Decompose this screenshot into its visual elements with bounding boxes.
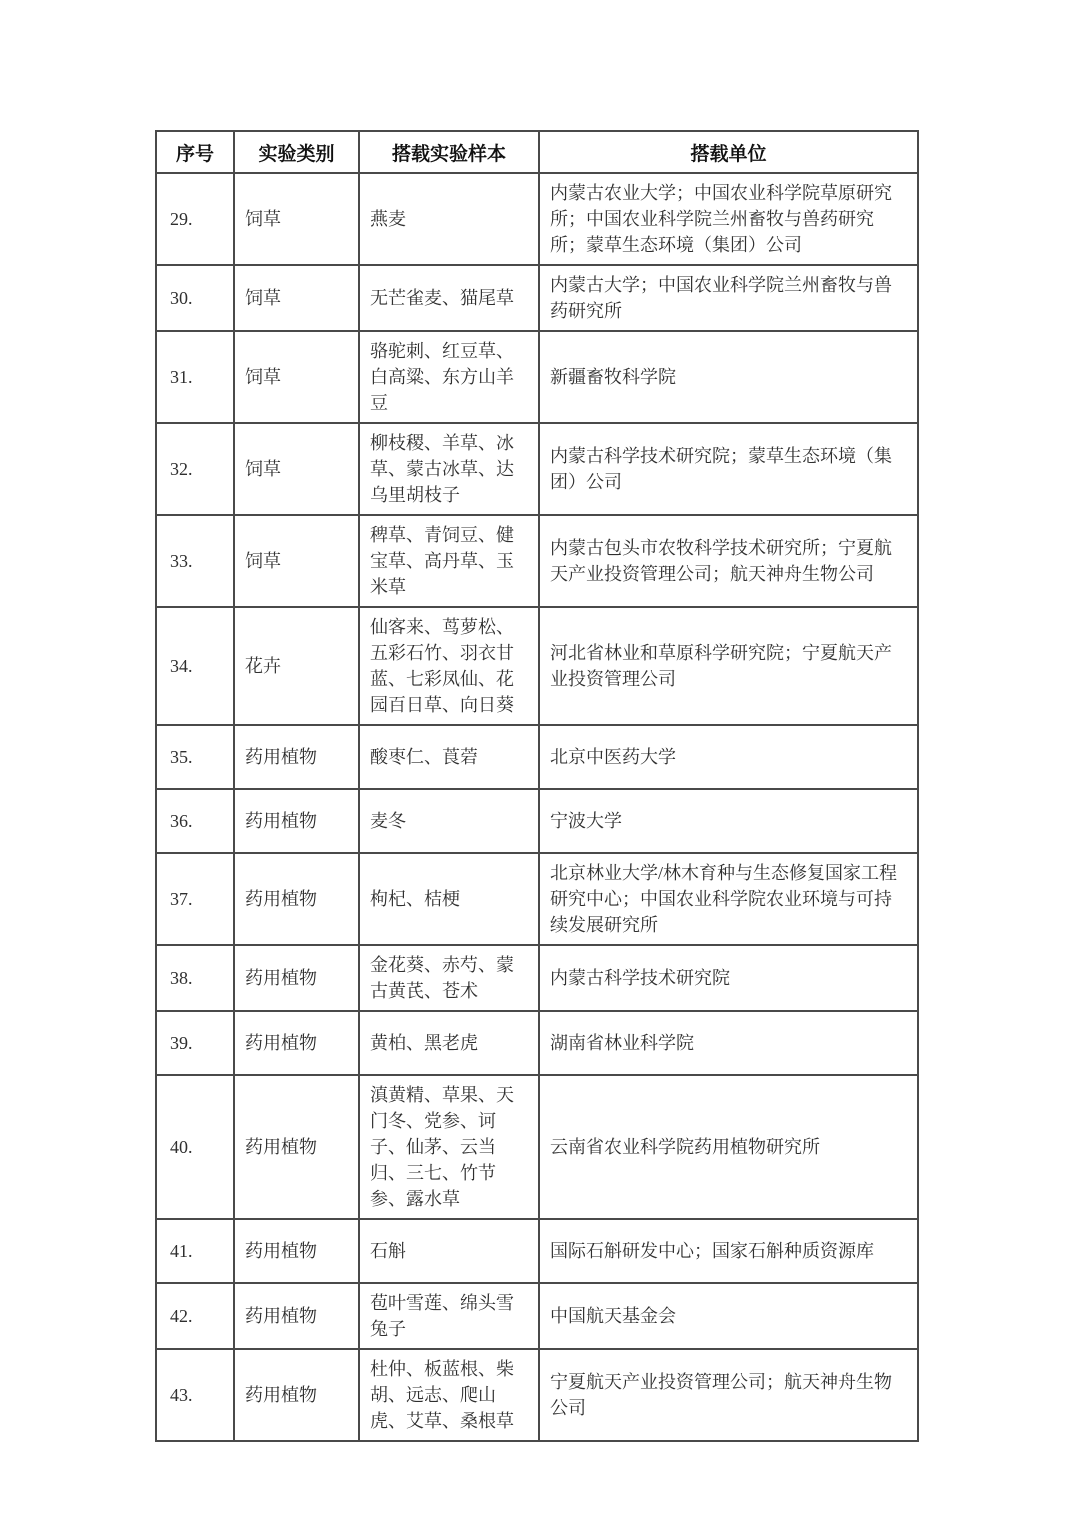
table-row	[156, 1075, 918, 1219]
cell-units: 宁夏航天产业投资管理公司；航天神舟生物公司	[539, 1349, 918, 1441]
cell-no: 36.	[156, 789, 234, 853]
cell-units: 内蒙古科学技术研究院	[539, 945, 918, 1011]
cell-category: 饲草	[234, 173, 359, 265]
table-row	[156, 173, 918, 265]
cell-units: 北京中医药大学	[539, 725, 918, 789]
cell-units: 河北省林业和草原科学研究院；宁夏航天产业投资管理公司	[539, 607, 918, 725]
table-row	[156, 515, 918, 607]
table-row	[156, 725, 918, 789]
header-row	[156, 131, 918, 173]
cell-category: 药用植物	[234, 789, 359, 853]
cell-category: 药用植物	[234, 945, 359, 1011]
cell-category: 饲草	[234, 423, 359, 515]
table-row	[156, 789, 918, 853]
cell-units: 新疆畜牧科学院	[539, 331, 918, 423]
cell-units: 湖南省林业科学院	[539, 1011, 918, 1075]
cell-no: 43.	[156, 1349, 234, 1441]
header-category: 实验类别	[234, 131, 359, 173]
cell-no: 35.	[156, 725, 234, 789]
cell-no: 34.	[156, 607, 234, 725]
cell-samples: 滇黄精、草果、天门冬、党参、诃子、仙茅、云当归、三七、竹节参、露水草	[359, 1075, 539, 1219]
cell-no: 37.	[156, 853, 234, 945]
cell-category: 药用植物	[234, 1283, 359, 1349]
cell-samples: 枸杞、桔梗	[359, 853, 539, 945]
cell-no: 33.	[156, 515, 234, 607]
cell-units: 中国航天基金会	[539, 1283, 918, 1349]
cell-samples: 苞叶雪莲、绵头雪兔子	[359, 1283, 539, 1349]
cell-units: 内蒙古大学；中国农业科学院兰州畜牧与兽药研究所	[539, 265, 918, 331]
cell-units: 内蒙古科学技术研究院；蒙草生态环境（集团）公司	[539, 423, 918, 515]
cell-no: 41.	[156, 1219, 234, 1283]
cell-no: 29.	[156, 173, 234, 265]
table-body	[156, 173, 918, 1441]
table-row	[156, 1349, 918, 1441]
table-row	[156, 423, 918, 515]
cell-samples: 石斛	[359, 1219, 539, 1283]
cell-samples: 柳枝稷、羊草、冰草、蒙古冰草、达乌里胡枝子	[359, 423, 539, 515]
cell-no: 31.	[156, 331, 234, 423]
table-row	[156, 1283, 918, 1349]
cell-category: 药用植物	[234, 853, 359, 945]
table-row	[156, 945, 918, 1011]
cell-samples: 燕麦	[359, 173, 539, 265]
cell-no: 32.	[156, 423, 234, 515]
payload-experiment-table	[155, 130, 919, 1442]
cell-no: 42.	[156, 1283, 234, 1349]
cell-units: 内蒙古农业大学；中国农业科学院草原研究所；中国农业科学院兰州畜牧与兽药研究所；蒙草生态环境（集团）公司	[539, 173, 918, 265]
table-row	[156, 331, 918, 423]
header-units: 搭载单位	[539, 131, 918, 173]
cell-units: 云南省农业科学院药用植物研究所	[539, 1075, 918, 1219]
table-header	[156, 131, 918, 173]
cell-samples: 麦冬	[359, 789, 539, 853]
cell-category: 药用植物	[234, 1011, 359, 1075]
cell-category: 饲草	[234, 515, 359, 607]
table-row	[156, 607, 918, 725]
cell-category: 药用植物	[234, 1075, 359, 1219]
cell-samples: 酸枣仁、莨菪	[359, 725, 539, 789]
cell-category: 药用植物	[234, 1219, 359, 1283]
cell-samples: 仙客来、茑萝松、五彩石竹、羽衣甘蓝、七彩凤仙、花园百日草、向日葵	[359, 607, 539, 725]
header-samples: 搭载实验样本	[359, 131, 539, 173]
cell-samples: 杜仲、板蓝根、柴胡、远志、爬山虎、艾草、桑根草	[359, 1349, 539, 1441]
cell-units: 北京林业大学/林木育种与生态修复国家工程研究中心；中国农业科学院农业环境与可持续发展研究所	[539, 853, 918, 945]
cell-no: 40.	[156, 1075, 234, 1219]
cell-category: 药用植物	[234, 725, 359, 789]
cell-samples: 骆驼刺、红豆草、白高粱、东方山羊豆	[359, 331, 539, 423]
cell-units: 内蒙古包头市农牧科学技术研究所；宁夏航天产业投资管理公司；航天神舟生物公司	[539, 515, 918, 607]
table-row	[156, 1011, 918, 1075]
table-row	[156, 265, 918, 331]
cell-category: 花卉	[234, 607, 359, 725]
cell-category: 饲草	[234, 265, 359, 331]
cell-no: 39.	[156, 1011, 234, 1075]
cell-samples: 黄柏、黑老虎	[359, 1011, 539, 1075]
cell-units: 宁波大学	[539, 789, 918, 853]
cell-category: 药用植物	[234, 1349, 359, 1441]
cell-samples: 金花葵、赤芍、蒙古黄芪、苍术	[359, 945, 539, 1011]
cell-samples: 稗草、青饲豆、健宝草、高丹草、玉米草	[359, 515, 539, 607]
table-row	[156, 853, 918, 945]
header-no: 序号	[156, 131, 234, 173]
cell-units: 国际石斛研发中心；国家石斛种质资源库	[539, 1219, 918, 1283]
cell-samples: 无芒雀麦、猫尾草	[359, 265, 539, 331]
table-row	[156, 1219, 918, 1283]
cell-no: 30.	[156, 265, 234, 331]
cell-category: 饲草	[234, 331, 359, 423]
cell-no: 38.	[156, 945, 234, 1011]
